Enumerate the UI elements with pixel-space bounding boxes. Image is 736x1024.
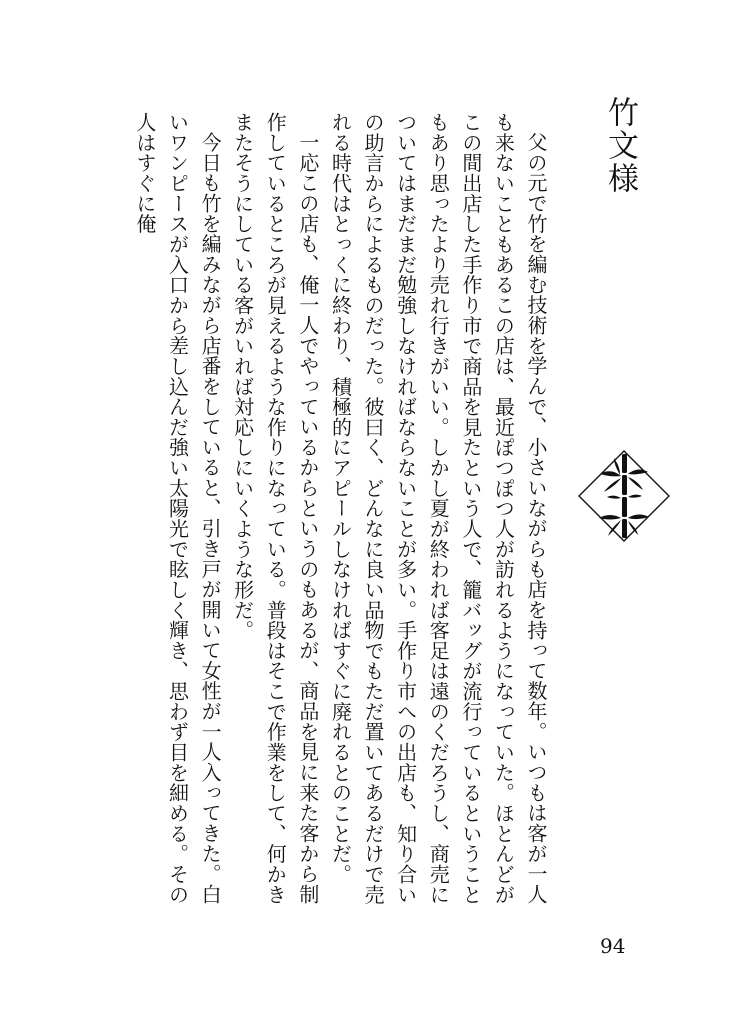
paragraph-3: 今日も竹を編みながら店番をしていると、引き戸が開いて女性が一人入ってきた。白いワンピースが入口から差し込んだ強い太陽光で眩しく輝き、思わず目を細める。その人はすぐに俺 xyxy=(132,112,223,905)
bamboo-diamond-icon xyxy=(576,448,672,544)
page-number: 94 xyxy=(600,934,626,958)
paragraph-1: 父の元で竹を編む技術を学んで、小さいながらも店を持って数年。いつもは客が一人も来ないこともあるこの店は、最近ぽつぽつ人が訪れるようになっていた。ほとんどがこの間出店した手作り市で商品を見たという人で、籠バッグが流行っているということもあり思ったより売れ行きがいい。しかし夏が終われば客足は遠のくだろうし、商売についてはまだまだ勉強しなければならないことが多い。手作り市への出店も、知り合いの助言からによるものだった。彼曰く、どんなに良い品物でもただ置いてあるだけで売れる時代はとっくに終わり、積極的にアピールしなければすぐに廃れるとのことだ。 xyxy=(328,112,548,905)
chapter-title: 竹文様 xyxy=(602,96,638,195)
body-text xyxy=(132,112,552,912)
paragraph-2: 一応この店も、俺一人でやっているからというのもあるが、商品を見に来た客から制作しているところが見えるような作りになっている。普段はそこで作業をして、何かきまたそうにしている客がいれば対応しにいくような形だ。 xyxy=(230,112,320,905)
